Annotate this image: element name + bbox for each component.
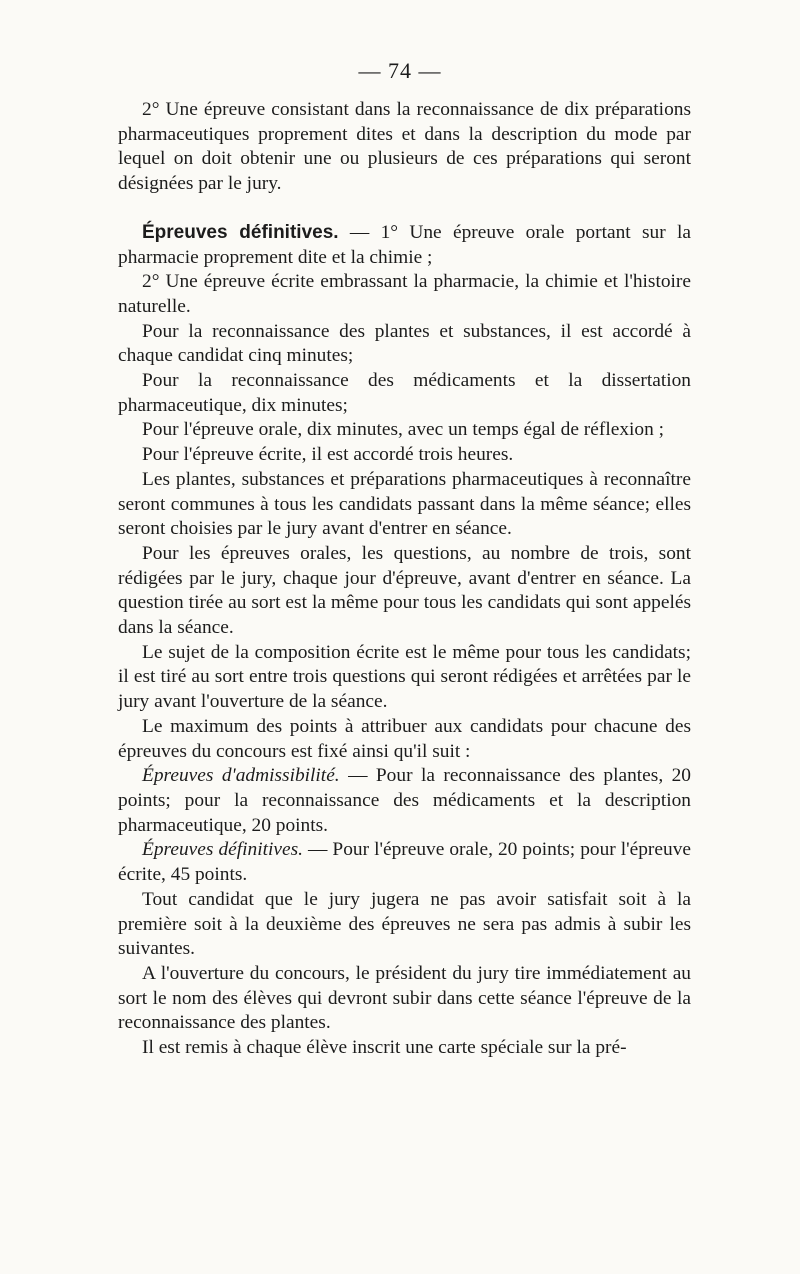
admissibilite-text: — Pour la reconnaissance des plantes, 20 points; pour la reconnaissance des médicaments et la description pharmaceutique, 20 points. <box>118 765 691 836</box>
definitives-text: — 1° Une épreuve orale portant sur la pharmacie proprement dite et la chimie ; <box>118 221 691 268</box>
paragraph: Le sujet de la composition écrite est le même pour tous les candidats; il est tiré au sort entre trois questions qui seront rédigées et arrêtées par le jury avant l'ouverture de la séance. <box>118 641 691 713</box>
paragraph: Pour la reconnaissance des médicaments et la dissertation pharmaceutique, dix minutes; <box>118 370 691 416</box>
paragraph-admissibilite <box>118 764 691 838</box>
section-heading-definitives: Épreuves définitives. <box>142 221 339 243</box>
paragraph: Pour la reconnaissance des plantes et substances, il est accordé à chaque candidat cinq minutes; <box>118 320 691 367</box>
paragraph: Tout candidat que le jury jugera ne pas avoir satisfait soit à la première soit à la deuxième des épreuves ne sera pas admis à subir les suivantes. <box>118 888 691 960</box>
paragraph-intro: 2° Une épreuve consistant dans la reconnaissance de dix préparations pharmaceutiques proprement dites et dans la description du mode par lequel on doit obtenir une ou plusieurs de ces préparations qui seront désignées par le jury. <box>118 99 691 195</box>
paragraph: Il est remis à chaque élève inscrit une carte spéciale sur la pré- <box>142 1037 627 1059</box>
label-definitives: Épreuves définitives. <box>142 839 303 861</box>
definitives-points-text: — Pour l'épreuve orale, 20 points; pour l'épreuve écrite, 45 points. <box>118 839 691 886</box>
paragraph: Pour les épreuves orales, les questions, au nombre de trois, sont rédigées par le jury, chaque jour d'épreuve, avant d'entrer en séance. La question tirée au sort est la même pour tous les candidats qui sont appelés dans la séance. <box>118 542 691 639</box>
paragraph: A l'ouverture du concours, le président du jury tire immédiatement au sort le nom des élèves qui devront subir dans cette séance l'épreuve de la reconnaissance des plantes. <box>118 962 691 1034</box>
paragraph-definitives <box>118 221 691 270</box>
paragraph: Les plantes, substances et préparations pharmaceutiques à reconnaître seront communes à tous les candidats passant dans la même séance; elles seront choisies par le jury avant d'entrer en séance. <box>118 468 691 540</box>
paragraph-definitives-points <box>118 838 691 887</box>
page-body <box>118 98 691 1061</box>
page-number: — 74 — <box>358 58 442 83</box>
section-gap <box>118 197 691 221</box>
paragraph: Pour l'épreuve écrite, il est accordé trois heures. <box>142 444 514 466</box>
paragraph: Pour l'épreuve orale, dix minutes, avec un temps égal de réflexion ; <box>142 419 665 441</box>
paragraph: Le maximum des points à attribuer aux candidats pour chacune des épreuves du concours est fixé ainsi qu'il suit : <box>118 715 691 762</box>
paragraph: 2° Une épreuve écrite embrassant la pharmacie, la chimie et l'histoire naturelle. <box>118 271 691 317</box>
label-admissibilite: Épreuves d'admissibilité. <box>142 765 340 787</box>
